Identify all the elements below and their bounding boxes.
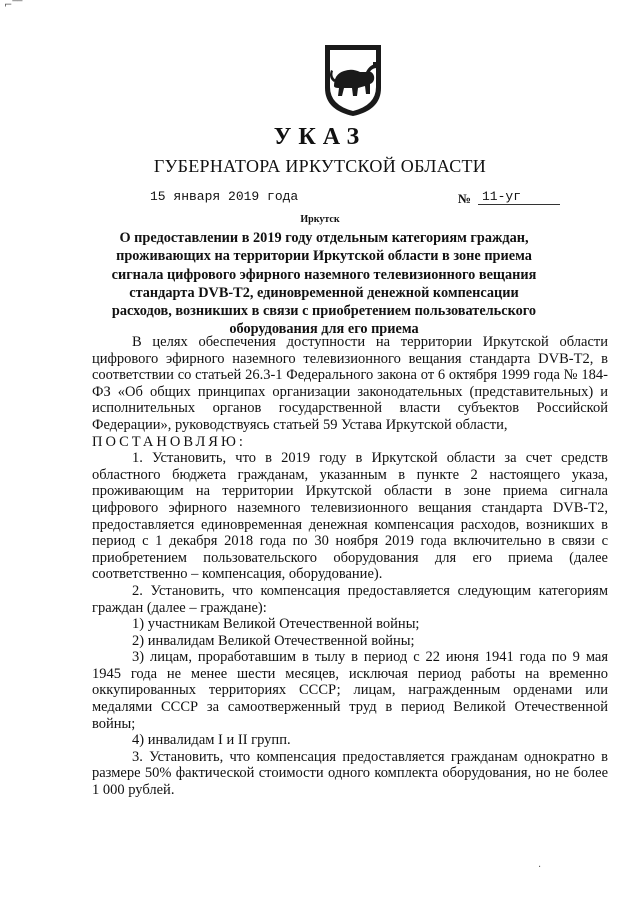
preamble-paragraph: В целях обеспечения доступности на территории Иркутской области цифрового эфирного наземного телевизионного вещания стандарта DVB-T2, в соответствии со статьей 26.3-1 Федерального закона от 6 октября 1999 года № 184-ФЗ «Об общих принципах организации законодательных (представительных) и исполнительных органов государственной власти субъектов Российской Федерации», руководствуясь статьей 59 Устава Иркутской области,	[92, 334, 608, 433]
clause-2: 2. Установить, что компенсация предоставляется следующим категориям граждан (далее – граждане):	[92, 582, 608, 616]
city: Иркутск	[300, 214, 340, 225]
decree-number: 11-уг	[478, 189, 560, 205]
clause-2-item-4: 4) инвалидам I и II групп.	[132, 732, 291, 749]
scan-dot: ·	[538, 862, 542, 873]
clause-3: 3. Установить, что компенсация предоставляется гражданам однократно в размере 50% фактической стоимости одного комплекта оборудования, но не более 1 000 рублей.	[92, 748, 608, 799]
number-label: №	[458, 191, 472, 206]
clause-2-item-2: 2) инвалидам Великой Отечественной войны;	[132, 632, 415, 649]
scan-mark: ⌐‾‾	[4, 0, 23, 11]
clause-2-item-3: 3) лицам, проработавшим в тылу в период с 22 июня 1941 года по 9 мая 1945 года не менее шести месяцев, исключая период работы на временно оккупированных территориях СССР; лицам, награжденным орденами или медалями СССР за самоотверженный труд в период Великой Отечественной войны;	[92, 649, 608, 732]
clause-1: 1. Установить, что в 2019 году в Иркутской области за счет средств областного бюджета гражданам, указанным в пункте 2 настоящего указа, проживающим на территории Иркутской области в зоне приема сигнала цифрового эфирного наземного телевизионного вещания стандарта DVB-T2, предоставляется единовременная денежная компенсация расходов, возникших в период с 1 декабря 2018 года по 30 ноября 2019 года включительно в связи с приобретением пользовательского оборудования для его приема (далее соответственно – компенсация, оборудование).	[92, 450, 608, 583]
document-type: УКАЗ	[273, 124, 367, 150]
decree-body	[92, 334, 608, 799]
decree-title: О предоставлении в 2019 году отдельным категориям граждан, проживающих на территории Иркутской области в зоне приема сигнала цифрового эфирного наземного телевизионного вещания стандарта DVB-T2, единовременной денежной компенсации расходов, возникших в связи с приобретением пользовательского оборудования для его приема	[111, 230, 537, 338]
issuer-title: ГУБЕРНАТОРА ИРКУТСКОЙ ОБЛАСТИ	[153, 156, 487, 176]
decree-word: ПОСТАНОВЛЯЮ:	[92, 433, 246, 450]
clause-2-item-1: 1) участникам Великой Отечественной войны;	[132, 616, 420, 633]
decree-date: 15 января 2019 года	[150, 189, 299, 204]
coat-of-arms-icon	[322, 42, 384, 118]
